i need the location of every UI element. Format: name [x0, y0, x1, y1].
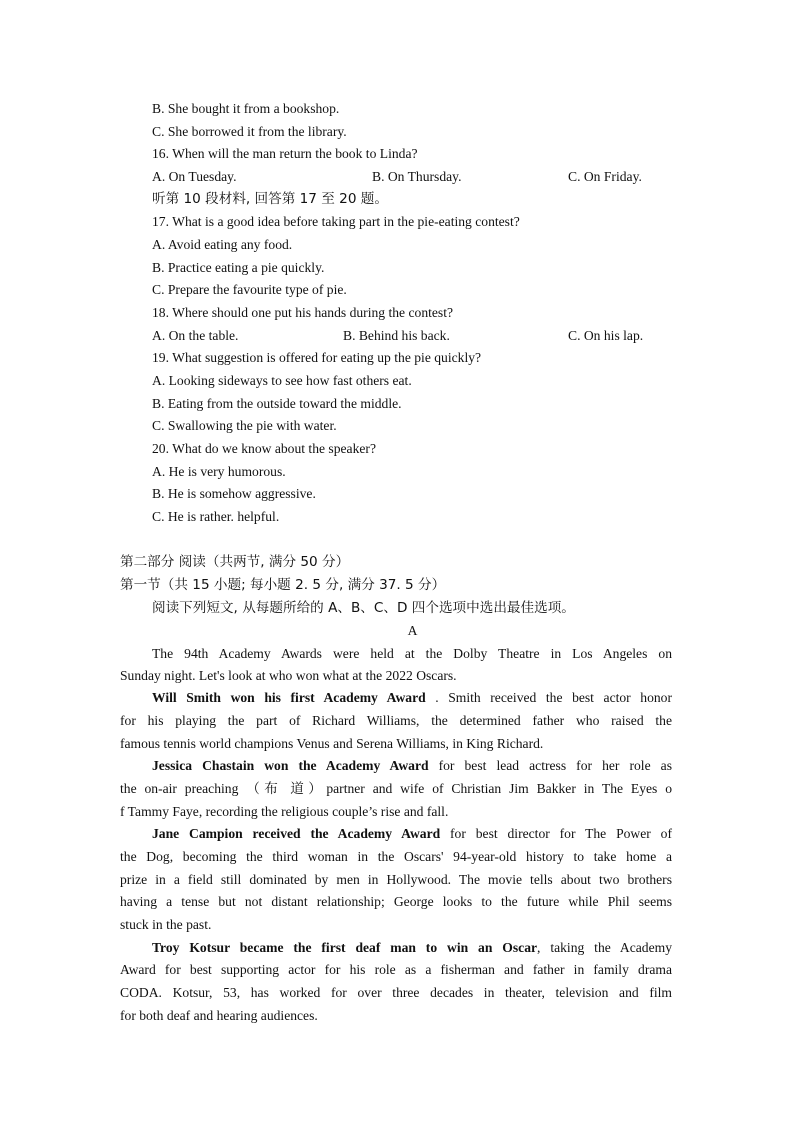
kotsur-line-2: Award for best supporting actor for his role as a fisherman and father in family drama	[120, 962, 672, 977]
reading-instruction: 阅读下列短文, 从每题所给的 A、B、C、D 四个选项中选出最佳选项。	[152, 600, 575, 616]
q19-question: 19. What suggestion is offered for eating up the pie quickly?	[152, 350, 482, 365]
q20-option-c: C. He is rather. helpful.	[152, 509, 280, 524]
q20-option-b: B. He is somehow aggressive.	[152, 486, 316, 501]
chastain-line-2: the on-air preaching （布 道）partner and wife of Christian Jim Bakker in The Eyes o	[120, 781, 672, 796]
campion-line-4: having a tense but not distant relationship; George looks to the future while Phil seems	[120, 894, 672, 909]
passage-label: A	[407, 623, 418, 638]
campion-line-2: the Dog, becoming the third woman in the Oscars' 94-year-old history to take home a	[120, 849, 672, 864]
kotsur-line-1	[120, 939, 672, 957]
q18-option-a: A. On the table.	[152, 328, 239, 343]
kotsur-headline: Troy Kotsur became the first deaf man to win an Oscar	[152, 940, 538, 955]
q15-option-c: C. She borrowed it from the library.	[152, 124, 347, 139]
kotsur-line-4: for both deaf and hearing audiences.	[120, 1008, 318, 1023]
kotsur-line-3: CODA. Kotsur, 53, has worked for over three decades in theater, television and film	[120, 985, 672, 1000]
chastain-line-1-rest: for best lead actress for her role as	[428, 758, 672, 773]
q18-question: 18. Where should one put his hands during the contest?	[152, 305, 454, 320]
q17-option-b: B. Practice eating a pie quickly.	[152, 260, 325, 275]
intro-line-1: The 94th Academy Awards were held at the Dolby Theatre in Los Angeles on	[152, 646, 672, 661]
q17-question: 17. What is a good idea before taking part in the pie-eating contest?	[152, 214, 520, 229]
q16-option-c: C. On Friday.	[568, 169, 642, 184]
q16-option-b: B. On Thursday.	[372, 169, 462, 184]
campion-line-5: stuck in the past.	[120, 917, 212, 932]
q17-option-c: C. Prepare the favourite type of pie.	[152, 282, 347, 297]
q20-option-a: A. He is very humorous.	[152, 464, 286, 479]
q17-option-a: A. Avoid eating any food.	[152, 237, 293, 252]
chastain-line-3: f Tammy Faye, recording the religious couple’s rise and fall.	[120, 804, 449, 819]
q19-option-c: C. Swallowing the pie with water.	[152, 418, 337, 433]
chastain-headline: Jessica Chastain won the Academy Award	[152, 758, 429, 773]
campion-line-1-rest: for best director for The Power of	[440, 826, 672, 841]
q18-option-c: C. On his lap.	[568, 328, 644, 343]
q18-option-b: B. Behind his back.	[343, 328, 450, 343]
smith-line-3: famous tennis world champions Venus and Serena Williams, in King Richard.	[120, 736, 544, 751]
q16-question: 16. When will the man return the book to Linda?	[152, 146, 418, 161]
chastain-line-1	[120, 757, 672, 775]
q19-option-b: B. Eating from the outside toward the middle.	[152, 396, 402, 411]
campion-line-3: prize in a field still dominated by men in Hollywood. The movie tells about two brothers	[120, 872, 672, 887]
reading-section-title: 第一节（共 15 小题; 每小题 2. 5 分, 满分 37. 5 分）	[120, 577, 446, 593]
intro-line-2: Sunday night. Let's look at who won what at the 2022 Oscars.	[120, 668, 457, 683]
q16-option-a: A. On Tuesday.	[152, 169, 237, 184]
q19-option-a: A. Looking sideways to see how fast others eat.	[152, 373, 412, 388]
reading-part-title: 第二部分 阅读（共两节, 满分 50 分）	[120, 554, 350, 570]
q20-question: 20. What do we know about the speaker?	[152, 441, 376, 456]
smith-line-2: for his playing the part of Richard Williams, the determined father who raised the	[120, 713, 672, 728]
kotsur-line-1-rest: , taking the Academy	[537, 940, 672, 955]
section10-header: 听第 10 段材料, 回答第 17 至 20 题。	[152, 191, 388, 207]
smith-line-1	[120, 689, 672, 707]
smith-line-1-rest: . Smith received the best actor honor	[425, 690, 672, 705]
q15-option-b: B. She bought it from a bookshop.	[152, 101, 340, 116]
smith-headline: Will Smith won his first Academy Award	[152, 690, 426, 705]
campion-headline: Jane Campion received the Academy Award	[152, 826, 441, 841]
campion-line-1	[120, 825, 672, 843]
